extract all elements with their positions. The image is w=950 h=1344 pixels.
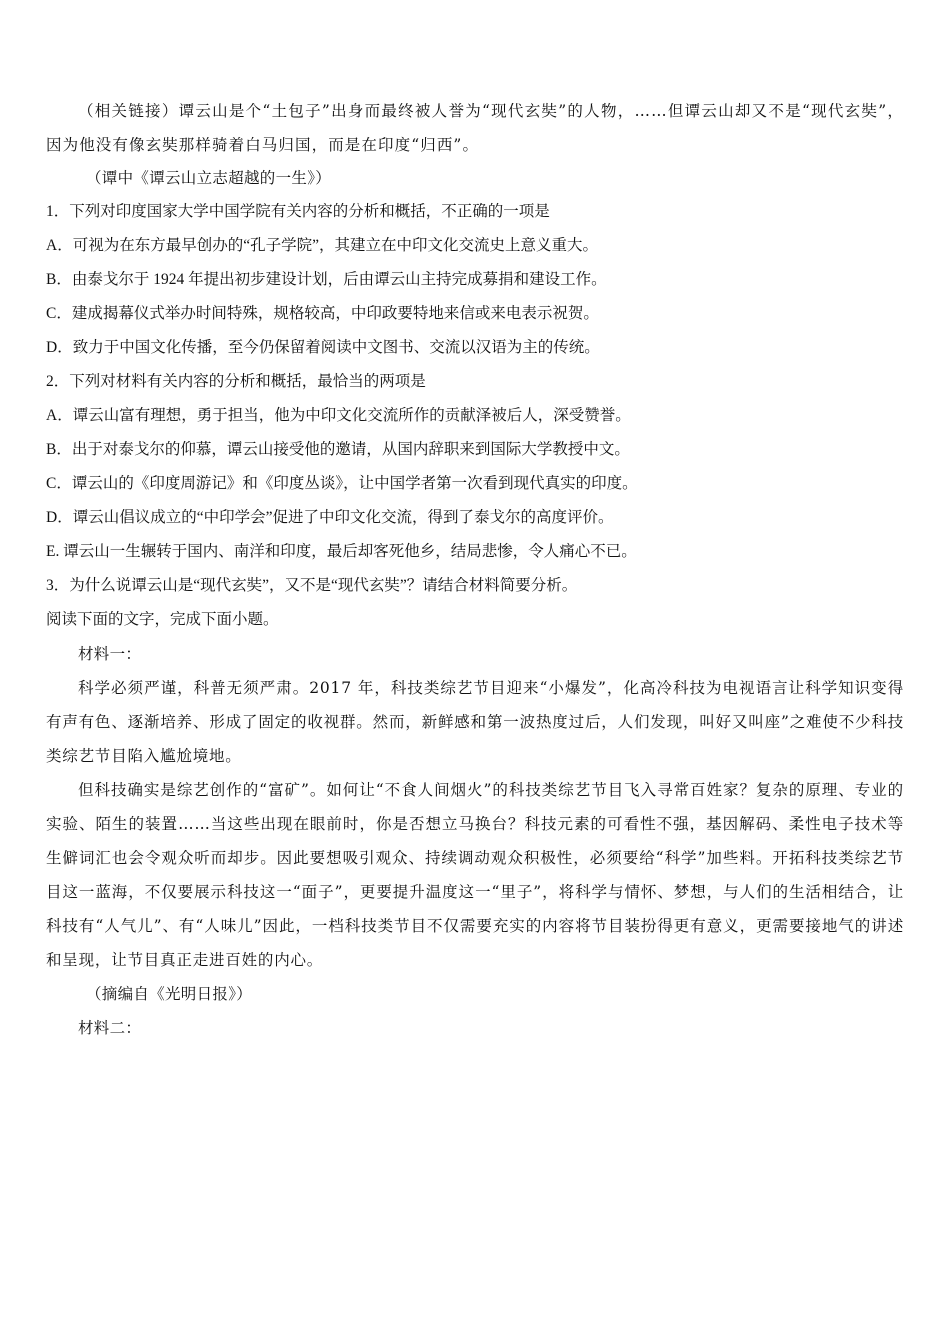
related-link-paragraph: （相关链接）谭云山是个“土包子”出身而最终被人誉为“现代玄奘”的人物，……但谭云山却又不是“现代玄奘”，因为他没有像玄奘那样骑着白马归国，而是在印度“归西”。 — [46, 102, 904, 154]
question-2-option-a: A．谭云山富有理想，勇于担当，他为中印文化交流所作的贡献泽被后人，深受赞誉。 — [46, 407, 631, 424]
question-1-stem: 1．下列对印度国家大学中国学院有关内容的分析和概括，不正确的一项是 — [46, 203, 550, 220]
material-1-paragraph-1: 科学必须严谨，科普无须严肃。2017 年，科技类综艺节目迎来“小爆发”，化高冷科技为电视语言让科学知识变得有声有色、逐渐培养、形成了固定的收视群。然而，新鲜感和第一波热度过后，人们发现，叫好又叫座”之难使不少科技类综艺节目陷入尴尬境地。 — [46, 679, 904, 765]
material-1-source: （摘编自《光明日报》） — [86, 985, 253, 1003]
document-page — [46, 94, 904, 1045]
question-3 — [46, 569, 904, 603]
question-1-option-b: B．由泰戈尔于 1924 年提出初步建设计划，后由谭云山主持完成募捐和建设工作。 — [46, 271, 607, 288]
passage-source: （谭中《谭云山立志超越的一生》） — [86, 169, 332, 187]
question-2-option-c: C．谭云山的《印度周游记》和《印度丛谈》，让中国学者第一次看到现代真实的印度。 — [46, 475, 638, 492]
question-1-option-c: C．建成揭幕仪式举办时间特殊，规格较高，中印政要特地来信或来电表示祝贺。 — [46, 305, 599, 322]
question-2-option-e: E. 谭云山一生辗转于国内、南洋和印度，最后却客死他乡，结局悲惨，令人痛心不已。 — [46, 543, 637, 560]
question-3-stem: 3．为什么说谭云山是“现代玄奘”，又不是“现代玄奘”？请结合材料简要分析。 — [46, 577, 578, 594]
question-2-option-b: B．出于对泰戈尔的仰慕，谭云山接受他的邀请，从国内辞职来到国际大学教授中文。 — [46, 441, 630, 458]
question-2-option-d: D．谭云山倡议成立的“中印学会”促进了中印文化交流，得到了泰戈尔的高度评价。 — [46, 509, 614, 526]
question-2-stem: 2．下列对材料有关内容的分析和概括，最恰当的两项是 — [46, 373, 426, 390]
material-2-label: 材料二： — [78, 1019, 142, 1037]
material-1-label: 材料一： — [78, 645, 142, 663]
reading-instruction: 阅读下面的文字，完成下面小题。 — [46, 611, 279, 628]
question-1-option-a: A．可视为在东方最早创办的“孔子学院”，其建立在中印文化交流史上意义重大。 — [46, 237, 598, 254]
material-1-paragraph-2: 但科技确实是综艺创作的“富矿”。如何让“不食人间烟火”的科技类综艺节目飞入寻常百姓家？复杂的原理、专业的实验、陌生的装置……当这些出现在眼前时，你是否想立马换台？科技元素的可看性不强，基因解码、柔性电子技术等生僻词汇也会令观众听而却步。因此要想吸引观众、持续调动观众积极性，必须要给“科学”加些料。开拓科技类综艺节目这一蓝海，不仅要展示科技这一“面子”，更要提升温度这一“里子”，将科学与情怀、梦想，与人们的生活相结合，让科技有“人气儿”、有“人味儿”因此，一档科技类节目不仅需要充实的内容将节目装扮得更有意义，更需要接地气的讲述和呈现，让节目真正走进百姓的内心。 — [46, 781, 904, 969]
question-2 — [46, 365, 904, 569]
question-1 — [46, 195, 904, 365]
question-1-option-d: D．致力于中国文化传播，至今仍保留着阅读中文图书、交流以汉语为主的传统。 — [46, 339, 600, 356]
